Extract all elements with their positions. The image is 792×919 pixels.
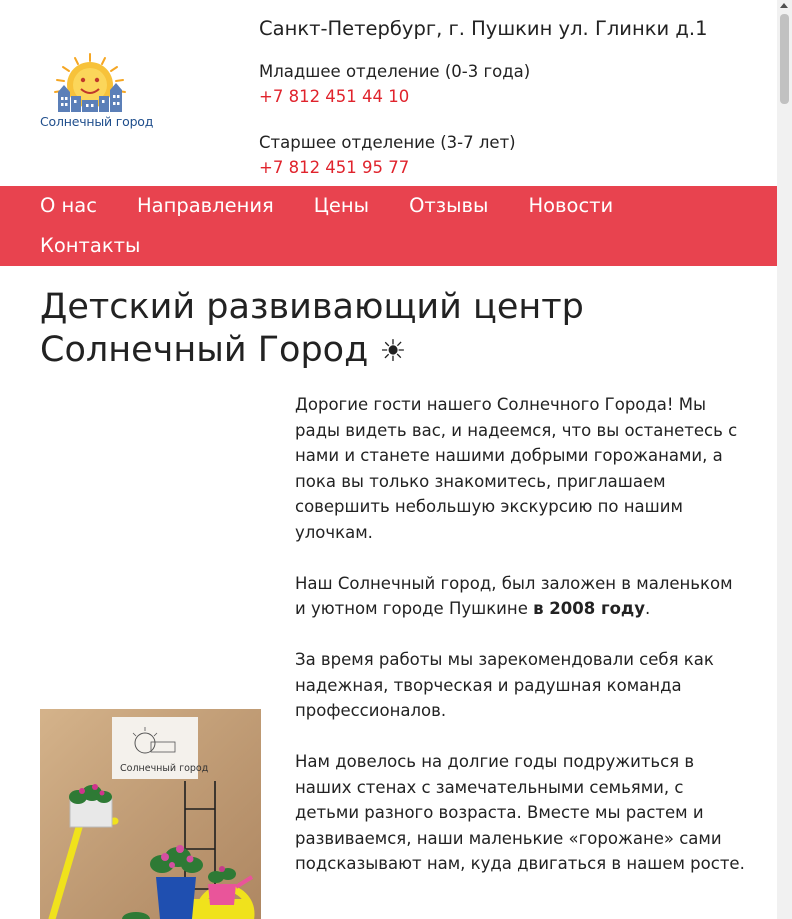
nav-item-contacts[interactable]: Контакты bbox=[40, 234, 141, 257]
paragraph bbox=[295, 571, 747, 622]
intro-text bbox=[295, 392, 747, 902]
paragraph: За время работы мы зарекомендовали себя как надежная, творческая и радушная команда профессионалов. bbox=[295, 650, 714, 720]
sun-logo-icon bbox=[40, 52, 140, 114]
page-title-text: Детский развивающий центр Солнечный Город bbox=[40, 287, 584, 370]
paragraph: Нам довелось на долгие годы подружиться в наших стенах с замечательными семьями, с детьми разного возраста. Вместе мы растем и развиваемся, наши маленькие «горожане» сами подсказывают нам, куда двигаться в нашем росте. bbox=[295, 752, 745, 873]
photo-sign-text: Солнечный город bbox=[120, 763, 209, 774]
nav-item-news[interactable]: Новости bbox=[528, 194, 614, 217]
senior-department-phone[interactable]: +7 812 451 95 77 bbox=[259, 158, 410, 177]
senior-department-label: Старшее отделение (3-7 лет) bbox=[259, 133, 516, 152]
nav-row bbox=[40, 234, 140, 258]
spacer bbox=[259, 109, 769, 130]
main-nav bbox=[0, 186, 777, 266]
page-title bbox=[40, 286, 740, 373]
scrollbar-thumb[interactable] bbox=[780, 14, 789, 104]
junior-department-label: Младшее отделение (0-3 года) bbox=[259, 62, 531, 81]
photo-illustration bbox=[40, 709, 261, 919]
nav-item-about[interactable]: О нас bbox=[40, 194, 97, 217]
nav-item-reviews[interactable]: Отзывы bbox=[409, 194, 489, 217]
nav-row bbox=[40, 194, 613, 218]
logo-text: Солнечный город bbox=[40, 114, 154, 129]
logo[interactable] bbox=[40, 52, 154, 134]
paragraph-end: . bbox=[645, 599, 651, 618]
address: Санкт-Петербург, г. Пушкин ул. Глинки д.1 bbox=[259, 17, 708, 40]
sun-icon: ☀ bbox=[379, 334, 407, 369]
nav-item-directions[interactable]: Направления bbox=[136, 194, 274, 217]
scroll-up-arrow-icon[interactable] bbox=[780, 3, 788, 8]
founded-year: в 2008 году bbox=[533, 599, 645, 618]
paragraph-text: Наш Солнечный город, был заложен в маленьком и уютном городе Пушкине bbox=[295, 573, 733, 618]
scrollbar[interactable] bbox=[777, 0, 792, 919]
site-header bbox=[0, 0, 777, 186]
nav-item-prices[interactable]: Цены bbox=[313, 194, 370, 217]
junior-department-phone[interactable]: +7 812 451 44 10 bbox=[259, 87, 410, 106]
header-contacts bbox=[259, 15, 769, 180]
kindergarten-photo bbox=[40, 709, 261, 919]
paragraph: Дорогие гости нашего Солнечного Города! Мы рады видеть вас, и надеемся, что вы останетесь с нами и станете нашими добрыми горожанами, а пока вы только знакомитесь, приглашаем совершить небольшую экскурсию по нашим улочкам. bbox=[295, 395, 738, 542]
